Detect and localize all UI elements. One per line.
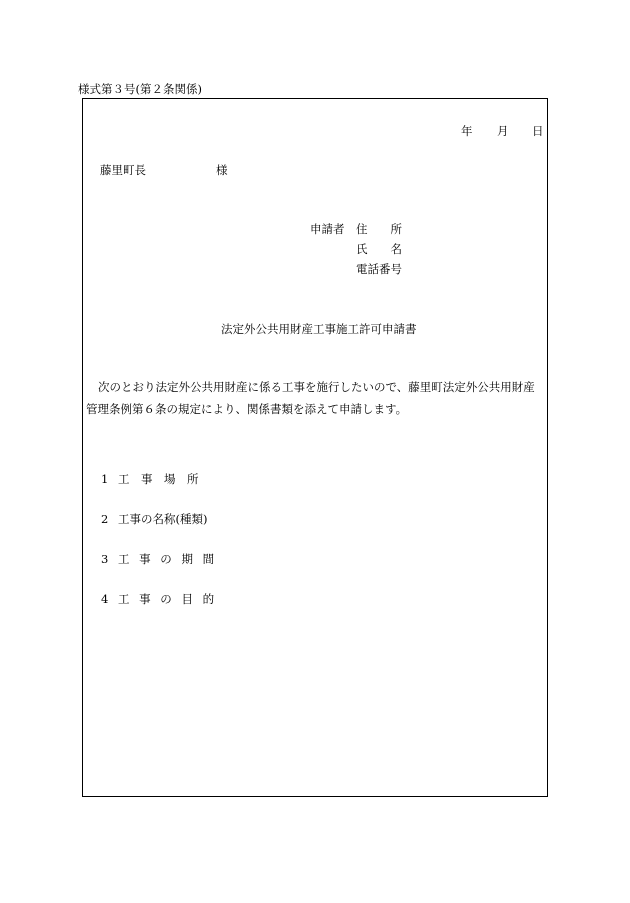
item-2-number: 2 [101,512,109,526]
item-3-label: 工 事 の 期 間 [118,552,218,566]
item-4-number: 4 [101,592,109,606]
date-day-label: 日 [532,124,544,138]
addressee-honorific: 様 [216,163,228,177]
applicant-heading: 申請者 [310,222,345,236]
applicant-address-label: 住 所 [356,222,402,236]
item-3-number: 3 [101,552,109,566]
form-number-label: 様式第３号(第２条関係) [78,82,202,96]
body-line-2: 管理条例第６条の規定により、関係書類を添えて申請します。 [86,402,408,416]
item-1-label: 工 事 場 所 [118,472,199,486]
form-frame [82,98,548,797]
document-title: 法定外公共用財産工事施工許可申請書 [221,322,417,336]
item-1-number: 1 [101,472,109,486]
item-2-label: 工事の名称(種類) [118,512,208,526]
applicant-phone-label: 電話番号 [356,262,402,276]
date-year-label: 年 [461,124,473,138]
body-line-1: 次のとおり法定外公共用財産に係る工事を施行したいので、藤里町法定外公共用財産 [98,380,535,394]
date-month-label: 月 [497,124,509,138]
addressee-name: 藤里町長 [100,163,146,177]
item-4-label: 工 事 の 目 的 [118,592,218,606]
applicant-name-label: 氏 名 [356,242,402,256]
